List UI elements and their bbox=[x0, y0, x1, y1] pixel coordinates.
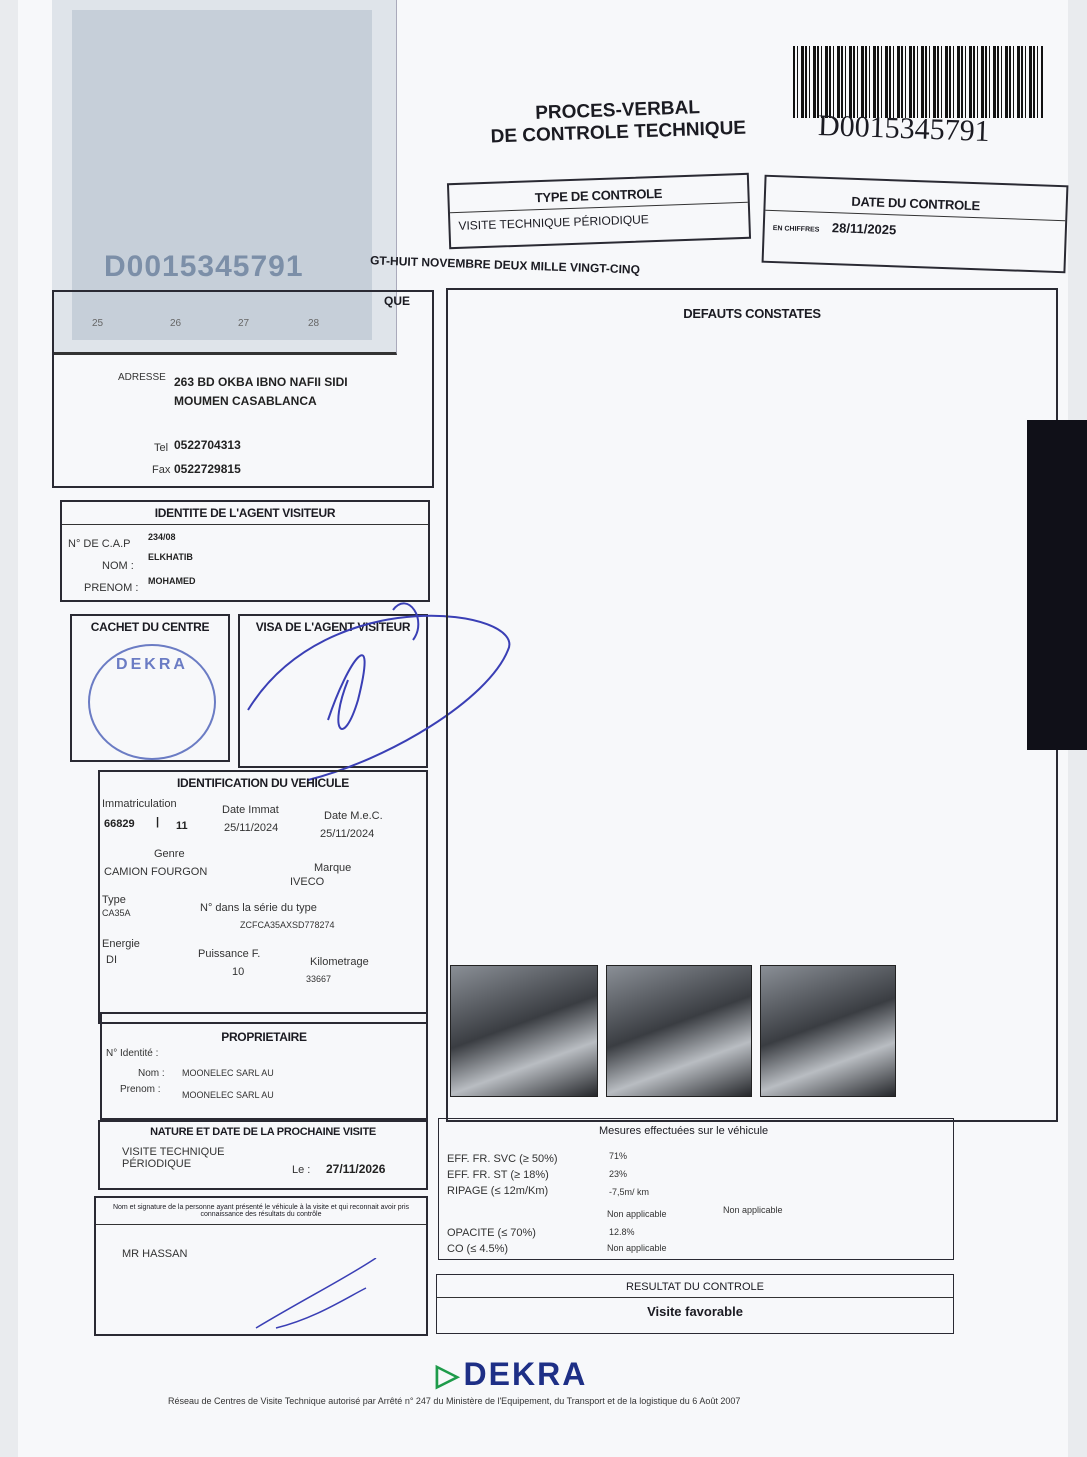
page-title bbox=[467, 95, 768, 149]
tel-value: 0522704313 bbox=[174, 438, 241, 452]
fax-label: Fax bbox=[152, 464, 171, 476]
type-value: CA35A bbox=[102, 908, 131, 918]
dekra-logo-text: DEKRA bbox=[463, 1356, 588, 1392]
stub-tick-3: 27 bbox=[238, 318, 250, 329]
dekra-logo bbox=[436, 1356, 587, 1393]
proprietaire-prenom: MOONELEC SARL AU bbox=[182, 1090, 274, 1100]
tel-label: Tel bbox=[154, 442, 169, 454]
date-in-words: GT-HUIT NOVEMBRE DEUX MILLE VINGT-CINQ bbox=[369, 253, 641, 277]
visa-title: VISA DE L'AGENT VISITEUR bbox=[255, 620, 411, 634]
prochaine-le-label: Le : bbox=[292, 1164, 311, 1176]
vehicle-photo-front bbox=[450, 965, 598, 1097]
mesure-ripage-label: RIPAGE (≤ 12m/Km) bbox=[447, 1185, 549, 1197]
defauts-title: DEFAUTS CONSTATES bbox=[683, 306, 821, 321]
date-controle-value: 28/11/2025 bbox=[831, 220, 897, 238]
prochaine-title: NATURE ET DATE DE LA PROCHAINE VISITE bbox=[150, 1126, 376, 1138]
type-label: Type bbox=[102, 894, 126, 906]
date-prefix: EN CHIFFRES bbox=[772, 225, 820, 234]
mesure-st-value: 23% bbox=[609, 1169, 628, 1179]
address-line-2: MOUMEN CASABLANCA bbox=[174, 394, 317, 408]
mesure-na-2: Non applicable bbox=[723, 1205, 783, 1215]
dekra-logo-icon: ▷ bbox=[436, 1359, 460, 1392]
dekra-stamp bbox=[88, 644, 216, 760]
presentateur-name: MR HASSAN bbox=[122, 1248, 188, 1260]
type-controle-label: TYPE DE CONTROLE bbox=[534, 185, 663, 206]
puissance-label: Puissance F. bbox=[198, 948, 261, 960]
mesure-ripage-value: -7,5m/ km bbox=[609, 1187, 650, 1197]
mesure-co-value: Non applicable bbox=[607, 1243, 667, 1253]
resultat-box bbox=[436, 1274, 954, 1334]
mesure-opacite-value: 12.8% bbox=[609, 1227, 635, 1237]
immat-sep: | bbox=[156, 816, 160, 828]
stamp-brand: DEKRA bbox=[116, 656, 188, 673]
footer-text: Réseau de Centres de Visite Technique autorisé par Arrêté n° 247 du Ministère de l'Equipement, du Transport et de la logistique du 6 Août 2007 bbox=[168, 1396, 741, 1406]
fax-value: 0522729815 bbox=[174, 462, 241, 476]
proprietaire-title: PROPRIETAIRE bbox=[221, 1030, 307, 1044]
vehicule-title: IDENTIFICATION DU VEHICULE bbox=[177, 776, 349, 790]
cachet-title: CACHET DU CENTRE bbox=[90, 620, 210, 634]
immat-code: 11 bbox=[176, 820, 188, 832]
prenom-value: MOHAMED bbox=[148, 576, 196, 586]
stub-tick-2: 26 bbox=[170, 318, 182, 329]
date-controle-box bbox=[762, 175, 1069, 274]
mesure-co-label: CO (≤ 4.5%) bbox=[447, 1243, 509, 1255]
centre-title-fragment: QUE bbox=[384, 294, 411, 308]
marque-value: IVECO bbox=[290, 876, 325, 888]
barcode bbox=[793, 46, 1043, 118]
presentateur-box bbox=[94, 1196, 428, 1336]
vehicule-box bbox=[98, 770, 428, 1024]
vehicle-photo-side bbox=[606, 965, 752, 1097]
puissance-value: 10 bbox=[232, 966, 245, 978]
mesures-title: Mesures effectuées sur le véhicule bbox=[599, 1125, 769, 1137]
proprietaire-prenom-label: Prenom : bbox=[120, 1084, 161, 1095]
stub-tick-4: 28 bbox=[308, 318, 320, 329]
mesure-svc-label: EFF. FR. SVC (≥ 50%) bbox=[447, 1153, 558, 1165]
address-label: ADRESSE bbox=[118, 372, 166, 383]
genre-value: CAMION FOURGON bbox=[104, 866, 208, 878]
prochaine-box bbox=[98, 1120, 428, 1190]
km-label: Kilometrage bbox=[310, 956, 369, 968]
cap-label: N° DE C.A.P bbox=[68, 538, 131, 550]
date-mec-label: Date M.e.C. bbox=[324, 810, 383, 822]
document-sheet bbox=[18, 0, 1068, 1457]
screen-edge bbox=[1027, 420, 1087, 750]
cap-value: 234/08 bbox=[148, 532, 176, 542]
date-mec-value: 25/11/2024 bbox=[320, 828, 375, 840]
title-line-2: DE CONTROLE TECHNIQUE bbox=[490, 117, 747, 148]
genre-label: Genre bbox=[154, 848, 185, 860]
mesures-box bbox=[438, 1118, 954, 1260]
energie-value: DI bbox=[106, 954, 117, 966]
agent-title: IDENTITE DE L'AGENT VISITEUR bbox=[62, 502, 428, 525]
type-controle-box bbox=[447, 173, 751, 249]
mesure-na-1: Non applicable bbox=[607, 1209, 667, 1219]
mesure-st-label: EFF. FR. ST (≥ 18%) bbox=[447, 1169, 549, 1181]
agent-box bbox=[60, 500, 430, 602]
presentateur-signature bbox=[246, 1258, 386, 1338]
address-line-1: 263 BD OKBA IBNO NAFII SIDI bbox=[174, 375, 348, 389]
date-immat-label: Date Immat bbox=[222, 804, 279, 816]
proprietaire-id-label: N° Identité : bbox=[106, 1048, 159, 1059]
prochaine-nature-1: VISITE TECHNIQUE bbox=[122, 1146, 225, 1158]
stub-number: D0015345791 bbox=[104, 250, 304, 283]
resultat-title: RESULTAT DU CONTROLE bbox=[437, 1275, 953, 1298]
date-immat-value: 25/11/2024 bbox=[224, 822, 279, 834]
nom-value: ELKHATIB bbox=[148, 552, 193, 562]
proprietaire-nom: MOONELEC SARL AU bbox=[182, 1068, 274, 1078]
immat-num: 66829 bbox=[104, 818, 135, 830]
proprietaire-box bbox=[100, 1012, 428, 1120]
energie-label: Energie bbox=[102, 938, 140, 950]
marque-label: Marque bbox=[314, 862, 352, 874]
mesure-opacite-label: OPACITE (≤ 70%) bbox=[447, 1227, 536, 1239]
centre-box bbox=[52, 290, 434, 488]
prochaine-date: 27/11/2026 bbox=[326, 1162, 386, 1176]
serie-value: ZCFCA35AXSD778274 bbox=[240, 920, 335, 930]
serie-label: N° dans la série du type bbox=[200, 902, 317, 914]
stub-tick-1: 25 bbox=[92, 318, 104, 329]
type-controle-value: VISITE TECHNIQUE PÉRIODIQUE bbox=[450, 202, 749, 239]
title-line-1: PROCES-VERBAL bbox=[534, 97, 701, 124]
resultat-value: Visite favorable bbox=[647, 1304, 743, 1319]
doc-number: D0015345791 bbox=[817, 109, 991, 148]
date-controle-label: DATE DU CONTROLE bbox=[851, 193, 981, 214]
vehicle-photo-wheel bbox=[760, 965, 896, 1097]
km-value: 33667 bbox=[306, 974, 332, 984]
mesure-svc-value: 71% bbox=[609, 1151, 628, 1161]
nom-label: NOM : bbox=[102, 560, 134, 572]
presentateur-note: Nom et signature de la personne ayant présenté le véhicule à la visite et qui reconnait avoir pris connaissance des résultats du contrôle bbox=[96, 1198, 426, 1225]
immat-label: Immatriculation bbox=[102, 798, 177, 810]
prochaine-nature-2: PÉRIODIQUE bbox=[122, 1158, 192, 1170]
cachet-box bbox=[70, 614, 230, 762]
prenom-label: PRENOM : bbox=[84, 582, 139, 594]
proprietaire-nom-label: Nom : bbox=[138, 1068, 165, 1079]
